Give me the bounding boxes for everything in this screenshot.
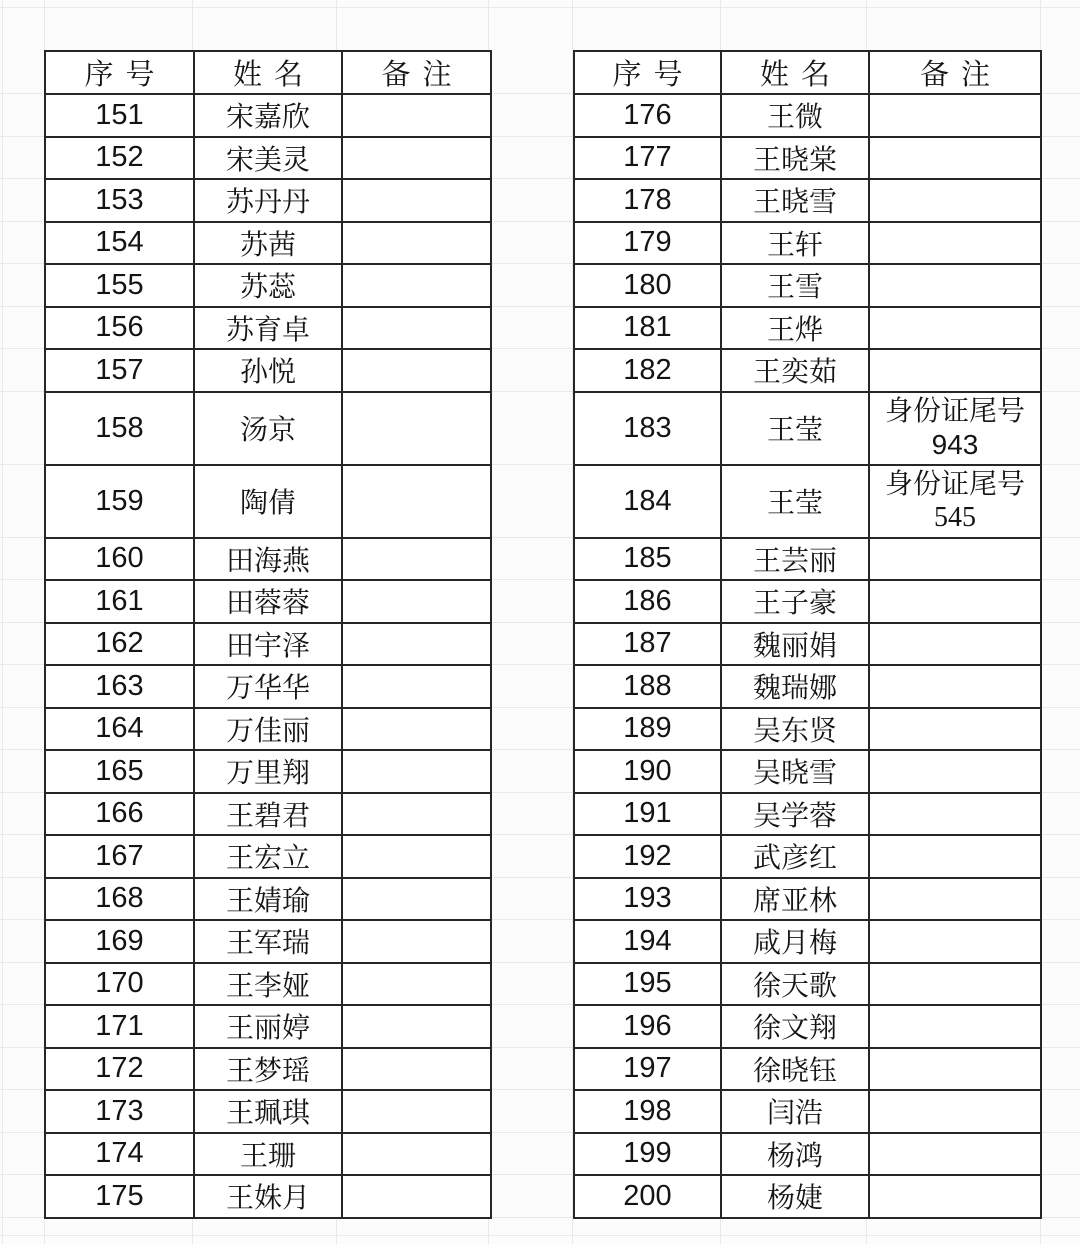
table-row	[45, 1175, 491, 1218]
serial-cell: 187	[574, 623, 721, 666]
serial-cell: 162	[45, 623, 194, 666]
name-cell: 万佳丽	[194, 708, 342, 751]
table-row	[574, 222, 1041, 265]
serial-cell: 167	[45, 835, 194, 878]
table-row	[574, 750, 1041, 793]
name-cell: 苏丹丹	[194, 179, 342, 222]
table-row	[45, 963, 491, 1006]
serial-cell: 170	[45, 963, 194, 1006]
table-row	[45, 1133, 491, 1176]
table-row	[45, 179, 491, 222]
sheet-gridline-vertical	[2, 0, 3, 1244]
remark-cell	[869, 878, 1041, 921]
remark-cell	[342, 1090, 491, 1133]
name-cell: 王莹	[721, 392, 869, 465]
remark-text: 身份证尾号	[884, 395, 1025, 427]
remark-cell	[342, 665, 491, 708]
remark-cell	[342, 349, 491, 392]
table-row	[574, 963, 1041, 1006]
name-cell: 王晓雪	[721, 179, 869, 222]
name-cell: 杨婕	[721, 1175, 869, 1218]
table-row	[574, 1175, 1041, 1218]
table-row	[574, 264, 1041, 307]
header-name: 姓名	[194, 51, 342, 94]
name-cell: 王微	[721, 94, 869, 137]
table-row	[45, 708, 491, 751]
name-cell: 田蓉蓉	[194, 580, 342, 623]
header-serial: 序号	[574, 51, 721, 94]
remark-id-digits: 943	[931, 429, 979, 460]
serial-cell: 186	[574, 580, 721, 623]
serial-cell: 179	[574, 222, 721, 265]
name-cell: 田海燕	[194, 538, 342, 581]
header-serial: 序号	[45, 51, 194, 94]
name-cell: 徐天歌	[721, 963, 869, 1006]
remark-cell	[342, 963, 491, 1006]
serial-cell: 195	[574, 963, 721, 1006]
remark-cell	[869, 538, 1041, 581]
name-cell: 汤京	[194, 392, 342, 465]
table-row	[574, 349, 1041, 392]
remark-cell	[869, 920, 1041, 963]
serial-cell: 192	[574, 835, 721, 878]
table-row	[45, 623, 491, 666]
remark-cell	[342, 538, 491, 581]
serial-cell: 174	[45, 1133, 194, 1176]
remark-cell	[342, 1175, 491, 1218]
remark-cell	[342, 793, 491, 836]
remark-cell	[869, 465, 1041, 538]
serial-cell: 161	[45, 580, 194, 623]
serial-cell: 200	[574, 1175, 721, 1218]
name-cell: 孙悦	[194, 349, 342, 392]
remark-id-digits: 545	[934, 502, 976, 533]
name-cell: 王子豪	[721, 580, 869, 623]
name-cell: 席亚林	[721, 878, 869, 921]
serial-cell: 155	[45, 264, 194, 307]
table-row	[45, 580, 491, 623]
header-row	[574, 51, 1041, 94]
table-row	[45, 920, 491, 963]
name-cell: 万里翔	[194, 750, 342, 793]
remark-cell	[869, 392, 1041, 465]
table-row	[45, 264, 491, 307]
name-cell: 苏蕊	[194, 264, 342, 307]
serial-cell: 156	[45, 307, 194, 350]
name-cell: 杨鸿	[721, 1133, 869, 1176]
sheet-gridline-horizontal	[0, 1235, 1080, 1236]
name-cell: 王晓棠	[721, 137, 869, 180]
name-cell: 王奕茹	[721, 349, 869, 392]
remark-cell	[342, 580, 491, 623]
serial-cell: 196	[574, 1005, 721, 1048]
remark-cell	[342, 920, 491, 963]
remark-cell	[869, 1048, 1041, 1091]
serial-cell: 194	[574, 920, 721, 963]
table-row	[45, 94, 491, 137]
serial-cell: 197	[574, 1048, 721, 1091]
table-row	[45, 222, 491, 265]
remark-cell	[869, 750, 1041, 793]
remark-cell	[869, 264, 1041, 307]
name-cell: 徐晓钰	[721, 1048, 869, 1091]
name-cell: 苏茜	[194, 222, 342, 265]
table-row	[574, 137, 1041, 180]
table-row	[45, 392, 491, 465]
name-cell: 武彦红	[721, 835, 869, 878]
name-cell: 魏瑞娜	[721, 665, 869, 708]
table-row	[574, 1133, 1041, 1176]
table-row	[45, 878, 491, 921]
serial-cell: 177	[574, 137, 721, 180]
serial-cell: 163	[45, 665, 194, 708]
remark-cell	[869, 793, 1041, 836]
name-cell: 王珊	[194, 1133, 342, 1176]
serial-cell: 189	[574, 708, 721, 751]
remark-cell	[869, 349, 1041, 392]
table-row	[574, 307, 1041, 350]
name-cell: 王宏立	[194, 835, 342, 878]
table-row	[45, 665, 491, 708]
remark-cell	[869, 94, 1041, 137]
table-row	[45, 1090, 491, 1133]
serial-cell: 172	[45, 1048, 194, 1091]
name-cell: 王莹	[721, 465, 869, 538]
name-cell: 王芸丽	[721, 538, 869, 581]
remark-cell	[342, 179, 491, 222]
serial-cell: 198	[574, 1090, 721, 1133]
name-cell: 闫浩	[721, 1090, 869, 1133]
remark-cell	[342, 1005, 491, 1048]
serial-cell: 158	[45, 392, 194, 465]
serial-cell: 188	[574, 665, 721, 708]
name-cell: 苏育卓	[194, 307, 342, 350]
remark-cell	[342, 94, 491, 137]
table-row	[574, 538, 1041, 581]
table-row	[574, 94, 1041, 137]
table-row	[574, 665, 1041, 708]
roster-table-left	[44, 50, 492, 1219]
name-cell: 王军瑞	[194, 920, 342, 963]
remark-cell	[869, 623, 1041, 666]
remark-cell	[342, 835, 491, 878]
table-row	[574, 623, 1041, 666]
table-row	[45, 793, 491, 836]
remark-cell	[342, 307, 491, 350]
table-row	[574, 878, 1041, 921]
serial-cell: 180	[574, 264, 721, 307]
serial-cell: 159	[45, 465, 194, 538]
remark-cell	[342, 222, 491, 265]
name-cell: 吴东贤	[721, 708, 869, 751]
serial-cell: 171	[45, 1005, 194, 1048]
serial-cell: 183	[574, 392, 721, 465]
remark-cell	[342, 264, 491, 307]
serial-cell: 153	[45, 179, 194, 222]
name-cell: 王李娅	[194, 963, 342, 1006]
remark-cell	[342, 1048, 491, 1091]
header-row	[45, 51, 491, 94]
roster-table-right	[573, 50, 1042, 1219]
table-row	[574, 835, 1041, 878]
name-cell: 咸月梅	[721, 920, 869, 963]
remark-cell	[869, 963, 1041, 1006]
table-row	[45, 835, 491, 878]
remark-cell	[869, 137, 1041, 180]
header-remark: 备注	[869, 51, 1041, 94]
name-cell: 魏丽娟	[721, 623, 869, 666]
remark-cell	[342, 392, 491, 465]
remark-cell	[869, 580, 1041, 623]
name-cell: 陶倩	[194, 465, 342, 538]
serial-cell: 184	[574, 465, 721, 538]
name-cell: 宋嘉欣	[194, 94, 342, 137]
serial-cell: 175	[45, 1175, 194, 1218]
sheet-gridline-horizontal	[0, 7, 1080, 8]
table-row	[45, 1048, 491, 1091]
serial-cell: 164	[45, 708, 194, 751]
name-cell: 王丽婷	[194, 1005, 342, 1048]
table-row	[574, 179, 1041, 222]
serial-cell: 181	[574, 307, 721, 350]
table-row	[574, 465, 1041, 538]
serial-cell: 173	[45, 1090, 194, 1133]
name-cell: 万华华	[194, 665, 342, 708]
table-row	[574, 580, 1041, 623]
remark-cell	[342, 1133, 491, 1176]
remark-cell	[869, 835, 1041, 878]
remark-cell	[342, 878, 491, 921]
table-row	[574, 793, 1041, 836]
table-row	[574, 1048, 1041, 1091]
name-cell: 田宇泽	[194, 623, 342, 666]
table-row	[45, 750, 491, 793]
serial-cell: 191	[574, 793, 721, 836]
serial-cell: 190	[574, 750, 721, 793]
table-row	[574, 920, 1041, 963]
serial-cell: 176	[574, 94, 721, 137]
remark-cell	[869, 665, 1041, 708]
serial-cell: 165	[45, 750, 194, 793]
remark-cell	[869, 222, 1041, 265]
table-row	[45, 538, 491, 581]
table-row	[574, 1005, 1041, 1048]
table-row	[574, 392, 1041, 465]
name-cell: 王雪	[721, 264, 869, 307]
remark-cell	[342, 623, 491, 666]
remark-cell	[869, 1005, 1041, 1048]
name-cell: 吴晓雪	[721, 750, 869, 793]
table-row	[574, 708, 1041, 751]
serial-cell: 157	[45, 349, 194, 392]
serial-cell: 199	[574, 1133, 721, 1176]
name-cell: 徐文翔	[721, 1005, 869, 1048]
name-cell: 王碧君	[194, 793, 342, 836]
name-cell: 王姝月	[194, 1175, 342, 1218]
name-cell: 吴学蓉	[721, 793, 869, 836]
serial-cell: 185	[574, 538, 721, 581]
remark-cell	[869, 1175, 1041, 1218]
remark-cell	[869, 1090, 1041, 1133]
remark-cell	[869, 179, 1041, 222]
serial-cell: 169	[45, 920, 194, 963]
serial-cell: 193	[574, 878, 721, 921]
remark-cell	[342, 465, 491, 538]
name-cell: 王轩	[721, 222, 869, 265]
header-remark: 备注	[342, 51, 491, 94]
name-cell: 宋美灵	[194, 137, 342, 180]
remark-text: 身份证尾号	[884, 468, 1025, 500]
name-cell: 王珮琪	[194, 1090, 342, 1133]
remark-cell	[342, 137, 491, 180]
serial-cell: 154	[45, 222, 194, 265]
name-cell: 王梦瑶	[194, 1048, 342, 1091]
serial-cell: 168	[45, 878, 194, 921]
serial-cell: 151	[45, 94, 194, 137]
remark-cell	[869, 1133, 1041, 1176]
name-cell: 王婧瑜	[194, 878, 342, 921]
remark-cell	[869, 307, 1041, 350]
table-row	[45, 1005, 491, 1048]
serial-cell: 160	[45, 538, 194, 581]
table-row	[45, 137, 491, 180]
remark-cell	[869, 708, 1041, 751]
name-cell: 王烨	[721, 307, 869, 350]
serial-cell: 166	[45, 793, 194, 836]
serial-cell: 152	[45, 137, 194, 180]
table-row	[574, 1090, 1041, 1133]
table-row	[45, 465, 491, 538]
table-row	[45, 307, 491, 350]
serial-cell: 178	[574, 179, 721, 222]
header-name: 姓名	[721, 51, 869, 94]
serial-cell: 182	[574, 349, 721, 392]
remark-cell	[342, 708, 491, 751]
table-row	[45, 349, 491, 392]
remark-cell	[342, 750, 491, 793]
